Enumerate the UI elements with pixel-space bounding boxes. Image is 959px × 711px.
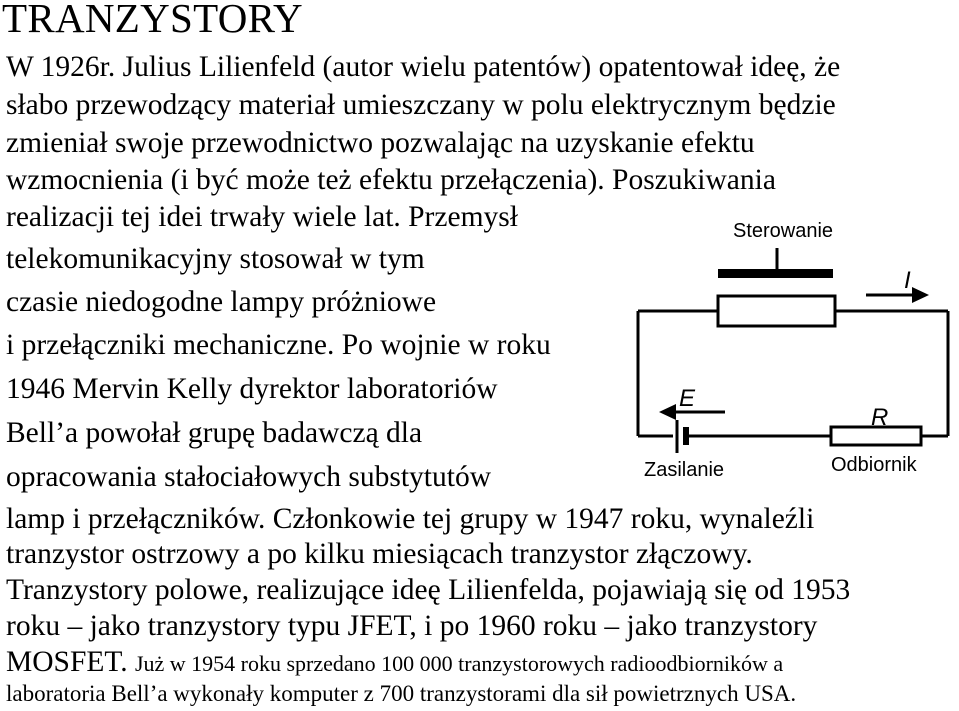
paragraph-line-7: czasie niedogodne lampy próżniowe [6,286,437,318]
paragraph-line-16 [6,645,783,681]
current-arrow-head [912,287,929,303]
channel-material [718,296,835,326]
paragraph-line-14: Tranzystory polowe, realizujące ideę Lilienfelda, pojawiają się od 1953 [6,574,851,606]
paragraph-line-10: Bell’a powołał grupę badawczą dla [6,417,423,449]
paragraph-line-8: i przełączniki mechaniczne. Po wojnie w roku [6,329,551,361]
source-symbol: E [679,385,696,412]
source-label: Zasilanie [644,459,725,481]
load-label: Odbiornik [831,454,917,476]
paragraph-line-4: wzmocnienia (i być może też efektu przełączenia). Poszukiwania [6,164,776,196]
paragraph-line-1: W 1926r. Julius Lilienfeld (autor wielu patentów) opatentował ideę, że [6,51,841,83]
source-arrow-head [659,404,676,420]
paragraph-line-3: zmieniał swoje przewodnictwo pozwalając na uzyskanie efektu [6,127,755,159]
control-electrode [718,269,833,278]
paragraph-line-16-small: Już w 1954 roku sprzedano 100 000 tranzystorowych radioodbiorników a [134,651,784,676]
control-label: Sterowanie [733,220,834,242]
paragraph-line-15: roku – jako tranzystory typu JFET, i po 1960 roku – jako tranzystory [6,610,818,642]
page-title: TRANZYSTORY [2,0,303,41]
paragraph-line-17: laboratoria Bell’a wykonały komputer z 700 tranzystorami dla sił powietrznych USA. [6,681,797,706]
circuit-diagram [630,205,959,490]
paragraph-line-13: tranzystor ostrzowy a po kilku miesiącach tranzystor złączowy. [6,538,753,570]
paragraph-line-2: słabo przewodzący materiał umieszczany w polu elektrycznym będzie [6,89,836,121]
paragraph-line-16-large: MOSFET. [6,646,135,678]
current-label: I [904,267,911,294]
paragraph-line-12: lamp i przełączników. Członkowie tej grupy w 1947 roku, wynaleźli [6,503,815,535]
resistor-symbol: R [871,404,889,431]
paragraph-line-11: opracowania stałociałowych substytutów [6,461,491,493]
paragraph-line-6: telekomunikacyjny stosował w tym [6,243,425,275]
paragraph-line-9: 1946 Mervin Kelly dyrektor laboratoriów [6,373,498,405]
paragraph-line-5: realizacji tej idei trwały wiele lat. Przemysł [6,201,518,233]
